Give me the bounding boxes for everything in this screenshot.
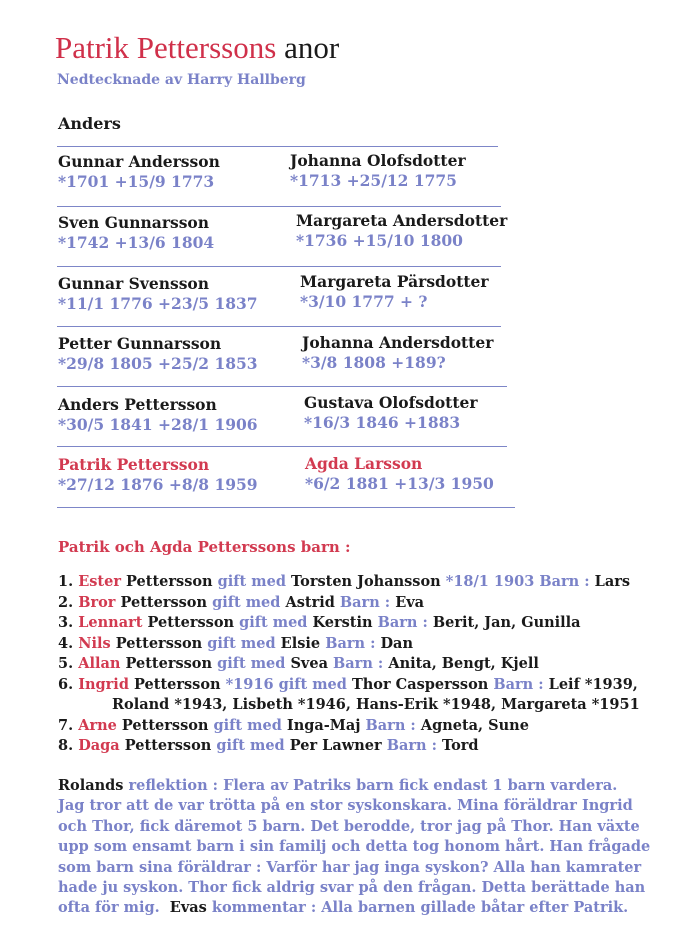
child-children: Eva — [395, 593, 425, 611]
page-title — [55, 30, 339, 66]
reflection-paragraph — [58, 776, 688, 919]
child-barn-label: *18/1 1903 Barn : — [445, 573, 595, 590]
person-name: Gunnar Andersson — [58, 152, 220, 171]
comment-text: kommentar : Alla barnen gillade båtar efter Patrik. — [206, 899, 629, 917]
child-item — [58, 634, 688, 655]
child-surname: Pettersson — [119, 737, 217, 754]
child-spouse: Svea — [290, 655, 334, 672]
divider — [57, 386, 507, 387]
child-surname: Pettersson — [120, 655, 218, 672]
ancestor-father-gen5 — [58, 395, 258, 435]
person-dates: *1742 +13/6 1804 — [58, 233, 215, 252]
child-surname: Pettersson — [120, 573, 218, 590]
child-children: Berit, Jan, Gunilla — [432, 614, 581, 631]
child-children: Lars — [594, 573, 631, 590]
person-dates: *6/2 1881 +13/3 1950 — [305, 474, 494, 493]
reflection-text: ofta för mig. — [58, 899, 160, 917]
ancestor-father-gen6 — [58, 455, 258, 495]
person-name: Sven Gunnarsson — [58, 213, 210, 232]
person-dates: *29/8 1805 +25/2 1853 — [58, 354, 258, 373]
person-name: Johanna Olofsdotter — [290, 151, 466, 170]
person-name: Gunnar Svensson — [58, 274, 210, 293]
person-dates: *30/5 1841 +28/1 1906 — [58, 415, 258, 434]
child-spouse: Kerstin — [312, 614, 378, 631]
reflection-line: upp som ensamt barn i sin familj och detta tog honom hårt. Han frågade — [58, 838, 651, 856]
child-children-continued: Roland *1943, Lisbeth *1946, Hans-Erik *1948, Margareta *1951 — [112, 696, 640, 713]
child-children: Agneta, Sune — [420, 716, 529, 734]
child-married-label: gift med — [212, 593, 286, 611]
children-list — [58, 572, 688, 757]
child-item — [58, 736, 688, 757]
divider — [57, 146, 498, 147]
ancestor-mother-gen2 — [296, 211, 507, 251]
child-children: Leif *1939, — [548, 675, 638, 693]
child-spouse: Astrid — [285, 593, 340, 611]
child-item — [58, 716, 688, 737]
reflection-line — [58, 776, 688, 796]
child-first-name: Bror — [78, 593, 116, 611]
child-first-name: Ingrid — [78, 675, 129, 693]
child-barn-label: Barn : — [339, 593, 396, 611]
reflection-text: reflektion : Flera av Patriks barn fick endast 1 barn vardera. — [123, 777, 618, 794]
person-dates: *1701 +15/9 1773 — [58, 172, 215, 191]
ancestor-mother-gen6 — [305, 454, 494, 494]
child-spouse: Torsten Johansson — [291, 573, 446, 590]
child-number: 5. — [58, 655, 74, 672]
child-children: Anita, Bengt, Kjell — [388, 655, 539, 672]
child-barn-label: Barn : — [377, 614, 433, 631]
person-name: Gustava Olofsdotter — [304, 393, 478, 412]
child-children: Dan — [380, 634, 413, 652]
title-name: Patrik Petterssons — [55, 30, 277, 65]
person-dates: *3/10 1777 + ? — [300, 292, 428, 311]
ancestor-mother-gen1 — [290, 151, 466, 191]
person-name: Patrik Pettersson — [58, 455, 210, 474]
root-person: Anders — [58, 114, 121, 133]
child-surname: Pettersson — [116, 716, 214, 734]
child-first-name: Ester — [78, 573, 121, 590]
child-married-label: gift med — [207, 634, 281, 652]
child-married-label: gift med — [216, 737, 290, 754]
person-name: Agda Larsson — [305, 454, 423, 473]
reflection-line — [58, 898, 688, 918]
comment-author: Evas — [169, 899, 207, 917]
reflection-line: Jag tror att de var trötta på en stor syskonskara. Mina föräldrar Ingrid — [58, 797, 633, 815]
ancestor-mother-gen4 — [302, 333, 493, 373]
person-dates: *16/3 1846 +1883 — [304, 413, 461, 432]
child-married-label: gift med — [239, 614, 313, 631]
child-surname: Pettersson — [115, 593, 213, 611]
ancestor-father-gen3 — [58, 274, 258, 314]
child-married-label: gift med — [217, 573, 292, 590]
person-name: Petter Gunnarsson — [58, 334, 222, 353]
child-children: Tord — [442, 737, 479, 754]
child-spouse: Per Lawner — [289, 737, 387, 754]
child-surname: Pettersson — [128, 675, 226, 693]
child-first-name: Daga — [78, 737, 120, 754]
divider — [57, 326, 501, 327]
child-married-label: *1916 gift med — [225, 675, 352, 693]
person-name: Johanna Andersdotter — [302, 333, 494, 352]
person-dates: *27/12 1876 +8/8 1959 — [58, 475, 258, 494]
child-spouse: Inga-Maj — [286, 716, 366, 734]
child-first-name: Allan — [78, 655, 121, 672]
child-first-name: Arne — [78, 716, 117, 734]
child-married-label: gift med — [217, 655, 291, 672]
child-surname: Pettersson — [110, 634, 208, 652]
child-barn-label: Barn : — [325, 634, 381, 652]
ancestor-father-gen4 — [58, 334, 258, 374]
page-subtitle: Nedtecknade av Harry Hallberg — [57, 72, 306, 88]
child-surname: Pettersson — [142, 614, 240, 631]
person-name: Anders Pettersson — [58, 395, 217, 414]
child-item — [58, 572, 688, 593]
child-number: 7. — [58, 716, 74, 734]
child-first-name: Lennart — [78, 614, 143, 631]
ancestor-father-gen2 — [58, 213, 214, 253]
divider — [57, 206, 501, 207]
ancestor-father-gen1 — [58, 152, 220, 192]
person-name: Margareta Andersdotter — [296, 211, 508, 230]
child-number: 2. — [58, 593, 74, 611]
child-number: 3. — [58, 614, 74, 631]
person-dates: *3/8 1808 +189? — [302, 353, 446, 372]
divider — [57, 507, 515, 508]
child-item — [58, 593, 688, 614]
child-number: 8. — [58, 737, 74, 754]
reflection-line: och Thor, fick däremot 5 barn. Det berodde, tror jag på Thor. Han växte — [58, 817, 640, 835]
person-dates: *1713 +25/12 1775 — [290, 171, 457, 190]
child-item-continuation — [58, 695, 688, 716]
ancestor-mother-gen3 — [300, 272, 489, 312]
child-number: 1. — [58, 573, 74, 590]
person-dates: *1736 +15/10 1800 — [296, 231, 463, 250]
person-dates: *11/1 1776 +23/5 1837 — [58, 294, 258, 313]
divider — [57, 446, 507, 447]
reflection-author: Rolands — [58, 777, 124, 794]
child-married-label: gift med — [213, 716, 287, 734]
ancestor-mother-gen5 — [304, 393, 478, 433]
child-item — [58, 613, 688, 634]
child-barn-label: Barn : — [365, 716, 421, 734]
child-barn-label: Barn : — [386, 737, 442, 754]
person-name: Margareta Pärsdotter — [300, 272, 489, 291]
child-first-name: Nils — [78, 634, 111, 652]
child-item — [58, 654, 688, 675]
child-number: 4. — [58, 634, 74, 652]
child-item — [58, 675, 688, 696]
child-barn-label: Barn : — [333, 655, 389, 672]
divider — [57, 266, 501, 267]
child-spouse: Elsie — [280, 634, 326, 652]
title-suffix: anor — [284, 30, 340, 65]
children-heading: Patrik och Agda Petterssons barn : — [58, 538, 351, 556]
reflection-line: hade ju syskon. Thor fick aldrig svar på den frågan. Detta berättade han — [58, 879, 646, 897]
reflection-line: som barn sina föräldrar : Varför har jag inga syskon? Alla han kamrater — [58, 858, 642, 876]
child-barn-label: Barn : — [493, 675, 549, 693]
child-number: 6. — [58, 675, 74, 693]
child-spouse: Thor Caspersson — [351, 675, 494, 693]
